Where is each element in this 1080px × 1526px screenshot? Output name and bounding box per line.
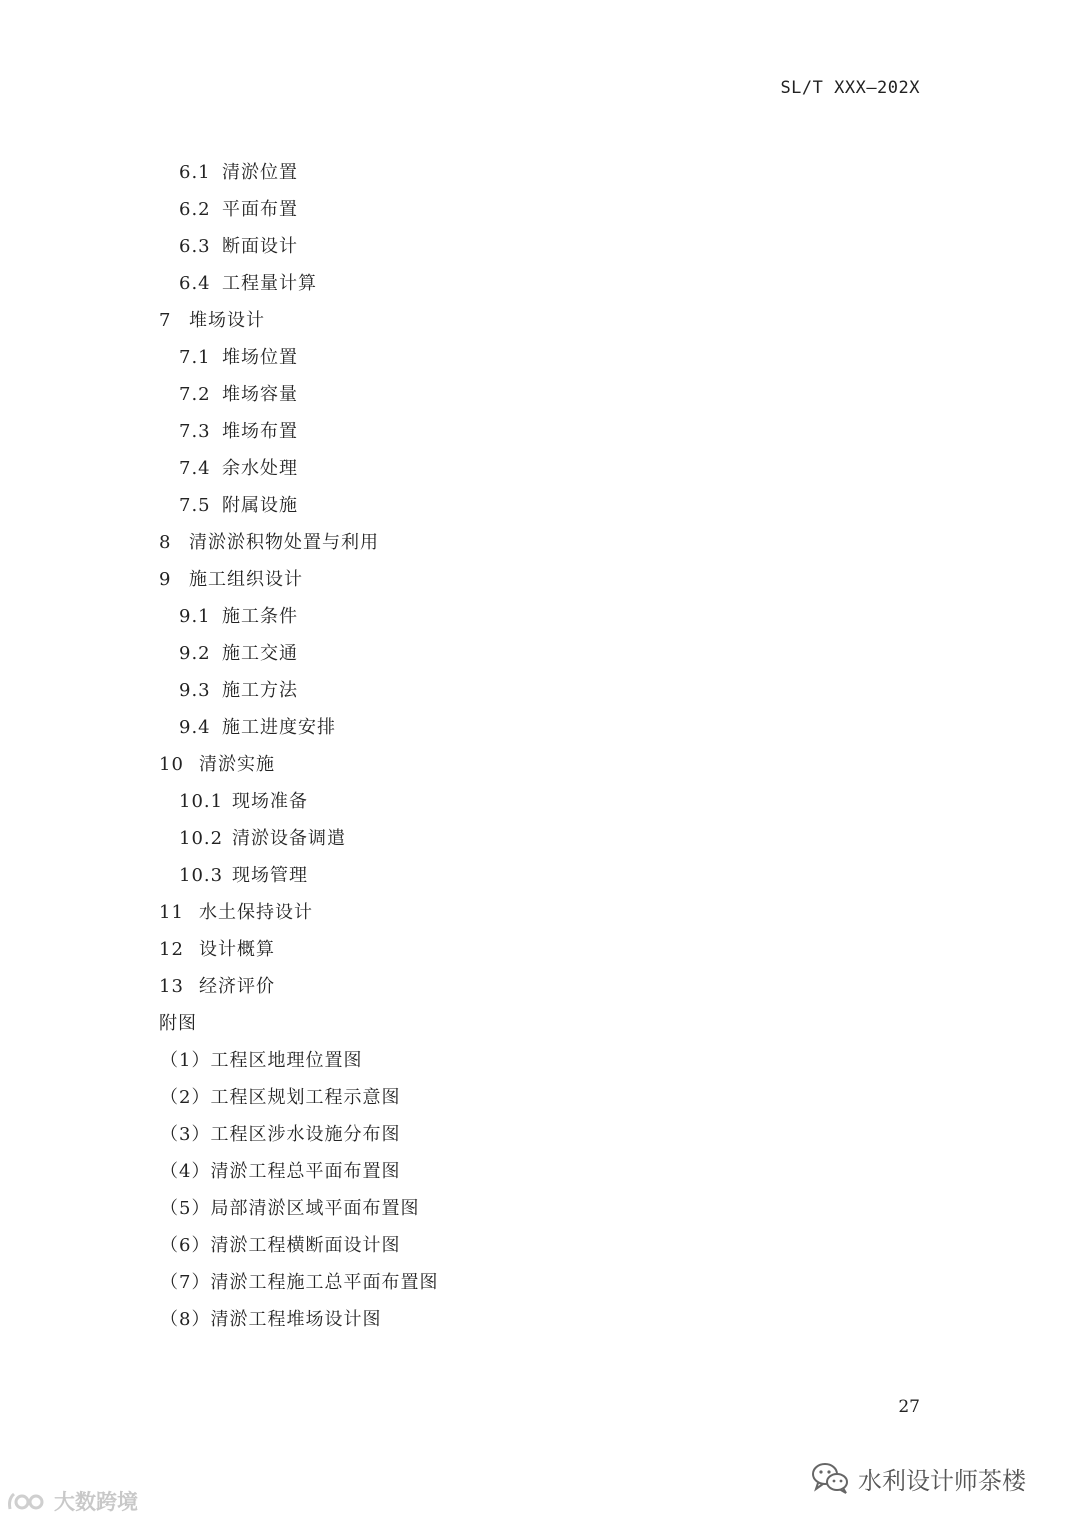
toc-chapter (159, 931, 275, 968)
toc-entry-number: 10.1 (179, 791, 224, 812)
toc-entry (179, 228, 298, 265)
toc-entry-title: 施工交通 (222, 643, 298, 664)
toc-chapter-title: 清淤实施 (199, 754, 275, 775)
toc-entry-number: 9.3 (179, 680, 211, 701)
toc-entry (179, 672, 298, 709)
toc-chapter (159, 302, 265, 339)
watermark-brand (6, 1486, 138, 1516)
toc-chapter-number: 12 (159, 939, 184, 960)
toc-entry (179, 820, 346, 857)
toc-entry (179, 635, 298, 672)
toc-chapter-title: 设计概算 (199, 939, 275, 960)
toc-entry (179, 857, 308, 894)
logo-mark-icon (6, 1489, 50, 1513)
toc-entry-title: 堆场布置 (222, 421, 298, 442)
toc-entry (179, 487, 298, 524)
toc-entry-number: 7.3 (179, 421, 211, 442)
appendix-figure-item: （8）清淤工程堆场设计图 (160, 1309, 382, 1330)
appendix-figure-item: （2）工程区规划工程示意图 (160, 1087, 401, 1108)
toc-entry-number: 6.1 (179, 162, 211, 183)
toc-entry (179, 376, 298, 413)
toc-entry (179, 783, 308, 820)
toc-entry-number: 7.1 (179, 347, 211, 368)
toc-entry (179, 339, 298, 376)
appendix-figure-item: （1）工程区地理位置图 (160, 1050, 363, 1071)
appendix-title: 附图 (159, 1013, 197, 1034)
toc-chapter-number: 8 (159, 532, 172, 553)
toc-entry-number: 6.3 (179, 236, 211, 257)
toc-chapter-number: 11 (159, 902, 184, 923)
toc-entry-title: 清淤位置 (222, 162, 298, 183)
toc-entry (179, 265, 317, 302)
toc-chapter (159, 746, 275, 783)
toc-entry (179, 154, 298, 191)
appendix-figure-item: （7）清淤工程施工总平面布置图 (160, 1272, 439, 1293)
appendix-figure-item: （6）清淤工程横断面设计图 (160, 1235, 401, 1256)
toc-entry-title: 现场准备 (232, 791, 308, 812)
watermark-account (810, 1458, 1026, 1498)
toc-entry-title: 断面设计 (222, 236, 298, 257)
toc-entry-number: 9.2 (179, 643, 211, 664)
toc-entry (179, 413, 298, 450)
watermark-brand-name: 大数跨境 (54, 1490, 138, 1514)
toc-chapter-number: 7 (159, 310, 172, 331)
toc-entry-number: 7.2 (179, 384, 211, 405)
toc-entry-title: 平面布置 (222, 199, 298, 220)
toc-entry (179, 191, 298, 228)
toc-entry-title: 余水处理 (222, 458, 298, 479)
toc-entry-title: 工程量计算 (222, 273, 317, 294)
watermark-account-name: 水利设计师茶楼 (858, 1466, 1026, 1495)
appendix-figure-item: （3）工程区涉水设施分布图 (160, 1124, 401, 1145)
toc-entry-number: 7.4 (179, 458, 211, 479)
toc-chapter-title: 水土保持设计 (199, 902, 313, 923)
toc-entry-title: 附属设施 (222, 495, 298, 516)
toc-entry-number: 9.4 (179, 717, 211, 738)
toc-entry-title: 现场管理 (232, 865, 308, 886)
toc-entry-title: 施工条件 (222, 606, 298, 627)
toc-chapter-number: 9 (159, 569, 172, 590)
toc-chapter-title: 堆场设计 (189, 310, 265, 331)
toc-entry (179, 709, 336, 746)
toc-chapter-title: 清淤淤积物处置与利用 (189, 532, 379, 553)
toc-entry-title: 堆场位置 (222, 347, 298, 368)
toc-entry-title: 施工进度安排 (222, 717, 336, 738)
appendix-figure-item: （5）局部清淤区域平面布置图 (160, 1198, 420, 1219)
toc-entry (179, 598, 298, 635)
toc-entry-title: 堆场容量 (222, 384, 298, 405)
page-number: 27 (898, 1397, 920, 1417)
toc-entry-title: 清淤设备调遣 (232, 828, 346, 849)
wechat-icon (810, 1461, 850, 1495)
toc-chapter-number: 13 (159, 976, 184, 997)
toc-entry-number: 6.2 (179, 199, 211, 220)
toc-chapter-title: 施工组织设计 (189, 569, 303, 590)
document-code-header: SL/T XXX—202X (780, 78, 920, 98)
toc-chapter-title: 经济评价 (199, 976, 275, 997)
toc-entry-number: 7.5 (179, 495, 211, 516)
toc-chapter (159, 524, 379, 561)
toc-chapter (159, 894, 313, 931)
toc-chapter (159, 561, 303, 598)
toc-entry (179, 450, 298, 487)
toc-entry-number: 10.2 (179, 828, 224, 849)
toc-chapter-number: 10 (159, 754, 184, 775)
toc-chapter (159, 968, 275, 1005)
toc-entry-number: 9.1 (179, 606, 211, 627)
toc-entry-number: 10.3 (179, 865, 224, 886)
appendix-figure-item: （4）清淤工程总平面布置图 (160, 1161, 401, 1182)
toc-entry-number: 6.4 (179, 273, 211, 294)
toc-entry-title: 施工方法 (222, 680, 298, 701)
